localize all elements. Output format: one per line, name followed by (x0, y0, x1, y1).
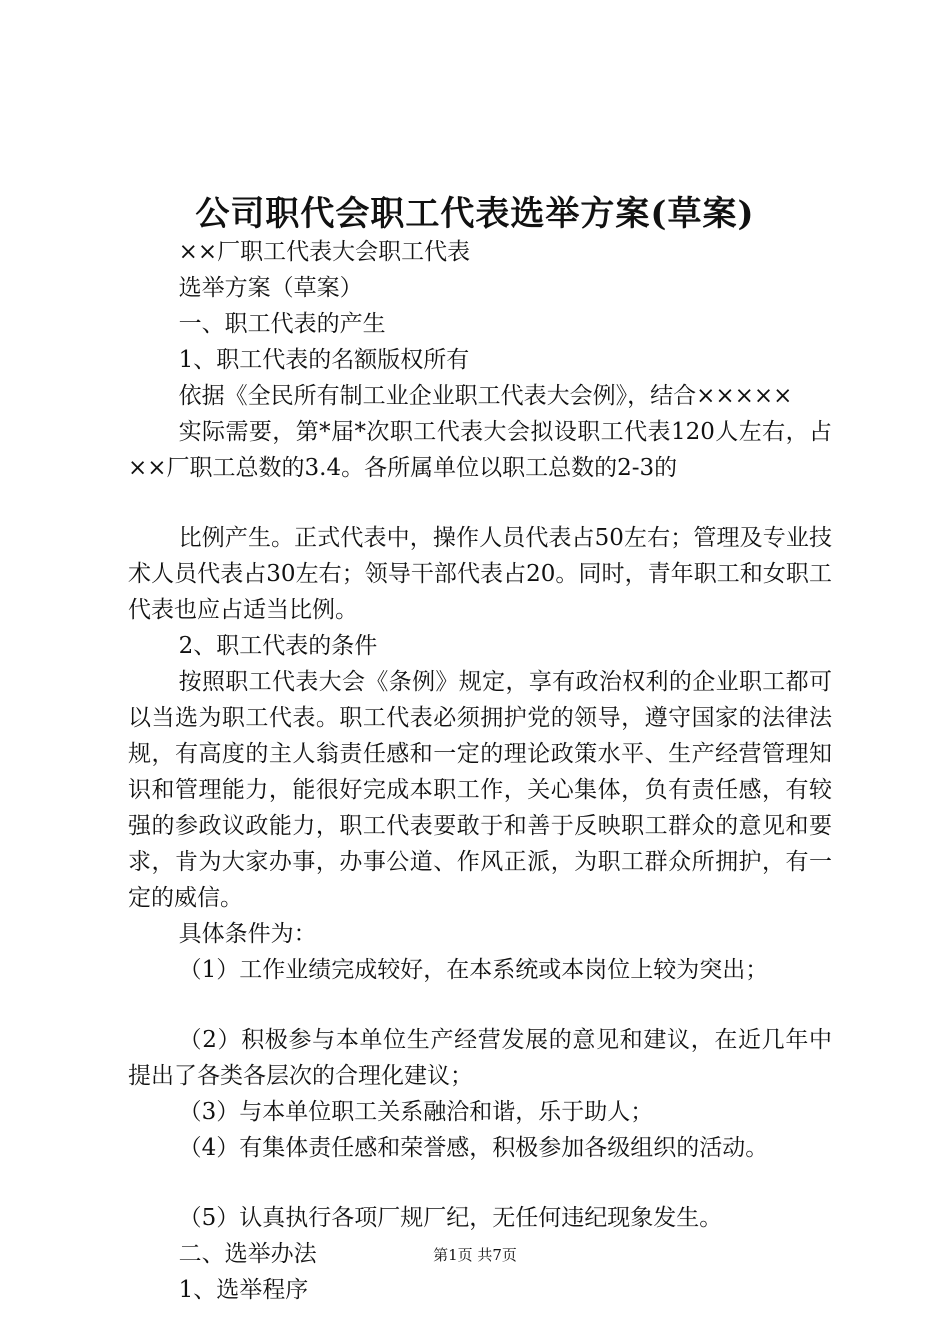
list-item: （4）有集体责任感和荣誉感，积极参加各级组织的活动。 (178, 1135, 769, 1161)
paragraph: 选举方案（草案） (178, 275, 363, 301)
paragraph: ××厂职工代表大会职工代表 (178, 239, 471, 265)
list-item: （2）积极参与本单位生产经营发展的意见和建议，在近几年中提出了各类各层次的合理化建议； (128, 1027, 832, 1089)
document-title: 公司职代会职工代表选举方案(草案) (195, 194, 755, 234)
paragraph: 按照职工代表大会《条例》规定，享有政治权利的企业职工都可以当选为职工代表。职工代表必须拥护党的领导，遵守国家的法律法规，有高度的主人翁责任感和一定的理论政策水平、生产经营管理知识和管理能力，能很好完成本职工作，关心集体，负有责任感，有较强的参政议政能力，职工代表要敢于和善于反映职工群众的意见和要求，肯为大家办事，办事公道、作风正派，为职工群众所拥护，有一定的威信。 (128, 669, 832, 911)
paragraph: 实际需要，第*届*次职工代表大会拟设职工代表120人左右，占××厂职工总数的3.4。各所属单位以职工总数的2-3的 (128, 419, 832, 481)
document-body (128, 234, 832, 1308)
section-heading: 一、职工代表的产生 (178, 311, 386, 337)
section-heading: 二、选举办法 (178, 1241, 317, 1267)
paragraph: 比例产生。正式代表中，操作人员代表占50左右；管理及专业技术人员代表占30左右；领导干部代表占20。同时，青年职工和女职工代表也应占适当比例。 (128, 525, 832, 623)
subsection-heading: 1、选举程序 (178, 1277, 309, 1303)
subsection-heading: 1、职工代表的名额版权所有 (178, 347, 470, 373)
page-number: 第1页 共7页 (433, 1246, 517, 1264)
list-item: （3）与本单位职工关系融洽和谐，乐于助人； (178, 1099, 654, 1125)
paragraph: 具体条件为： (178, 921, 317, 947)
subsection-heading: 2、职工代表的条件 (178, 633, 378, 659)
paragraph: 依据《全民所有制工业企业职工代表大会例》，结合××××× (178, 383, 793, 409)
list-item: （5）认真执行各项厂规厂纪，无任何违纪现象发生。 (178, 1205, 723, 1231)
list-item: （1）工作业绩完成较好，在本系统或本岗位上较为突出； (178, 957, 769, 983)
